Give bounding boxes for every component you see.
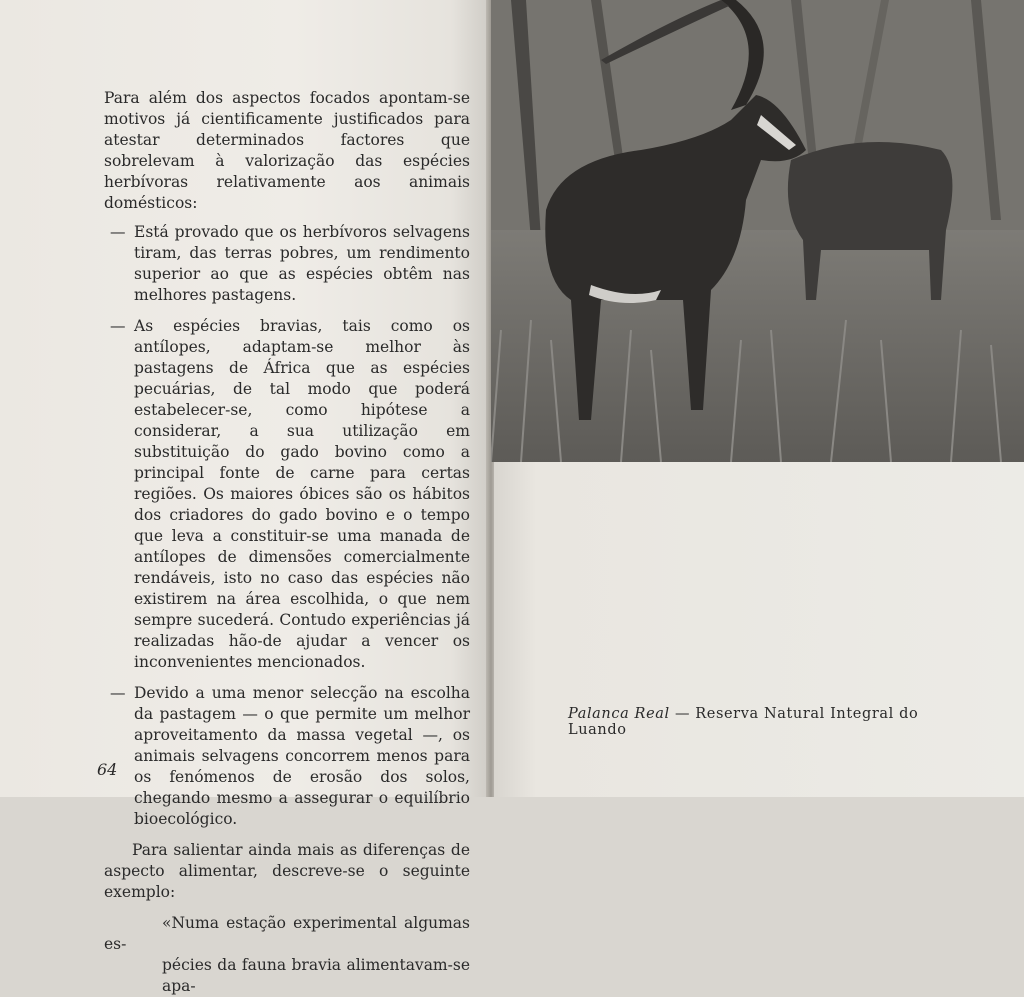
dash-marker: — [110, 684, 126, 702]
caption-separator: — [669, 706, 696, 722]
quote-line: «Numa estação experimental algumas es- [104, 914, 470, 953]
caption-place: Reserva Natural Integral do Luando [568, 706, 919, 738]
quote-block [104, 913, 470, 997]
list-item [108, 683, 470, 830]
sable-antelope-photo [491, 0, 1024, 462]
list-item-text: As espécies bravias, tais como os antílopes, adaptam-se melhor às pastagens de África que as espécies pecuárias, de tal modo que poderá estabelecer-se, como hipótese a considerar, a sua utilização em substituição do gado bovino como a principal fonte de carne para certas regiões. Os maiores óbices são os hábitos dos criadores do gado bovino e o tempo que leva a constituir-se uma manada de antílopes de dimensões comercialmente rendáveis, isto no caso das espécies não existirem na área escolhida, o que nem sempre sucederá. Contudo experiências já realizadas hão-de ajudar a vencer os inconvenientes mencionados. [134, 317, 470, 671]
closing-paragraph: Para salientar ainda mais as diferenças de aspecto alimentar, descreve-se o seguinte exemplo: [104, 841, 470, 901]
list-item [108, 222, 470, 306]
caption-species: Palanca Real [568, 706, 670, 722]
photo-caption [568, 706, 968, 738]
page-number: 64 [97, 760, 118, 779]
dash-marker: — [110, 317, 126, 335]
left-page-text [104, 88, 470, 997]
intro-paragraph: Para além dos aspectos focados apontam-se motivos já cientificamente justificados para atestar determinados factores que sobrelevam à valorização das espécies herbívoras relativamente aos animais domésticos: [104, 89, 470, 212]
dash-marker: — [110, 223, 126, 241]
list-item-text: Devido a uma menor selecção na escolha da pastagem — o que permite um melhor aproveitamento da massa vegetal —, os animais selvagens concorrem menos para os fenómenos de erosão dos solos, chegando mesmo a assegurar o equilíbrio bioecológico. [134, 684, 470, 828]
photo-illustration [491, 0, 1024, 462]
list-item-text: Está provado que os herbívoros selvagens tiram, das terras pobres, um rendimento superior ao que as espécies obtêm nas melhores pastagens. [134, 223, 470, 304]
list-item [108, 316, 470, 673]
quote-line: pécies da fauna bravia alimentavam-se apa- [162, 956, 470, 995]
